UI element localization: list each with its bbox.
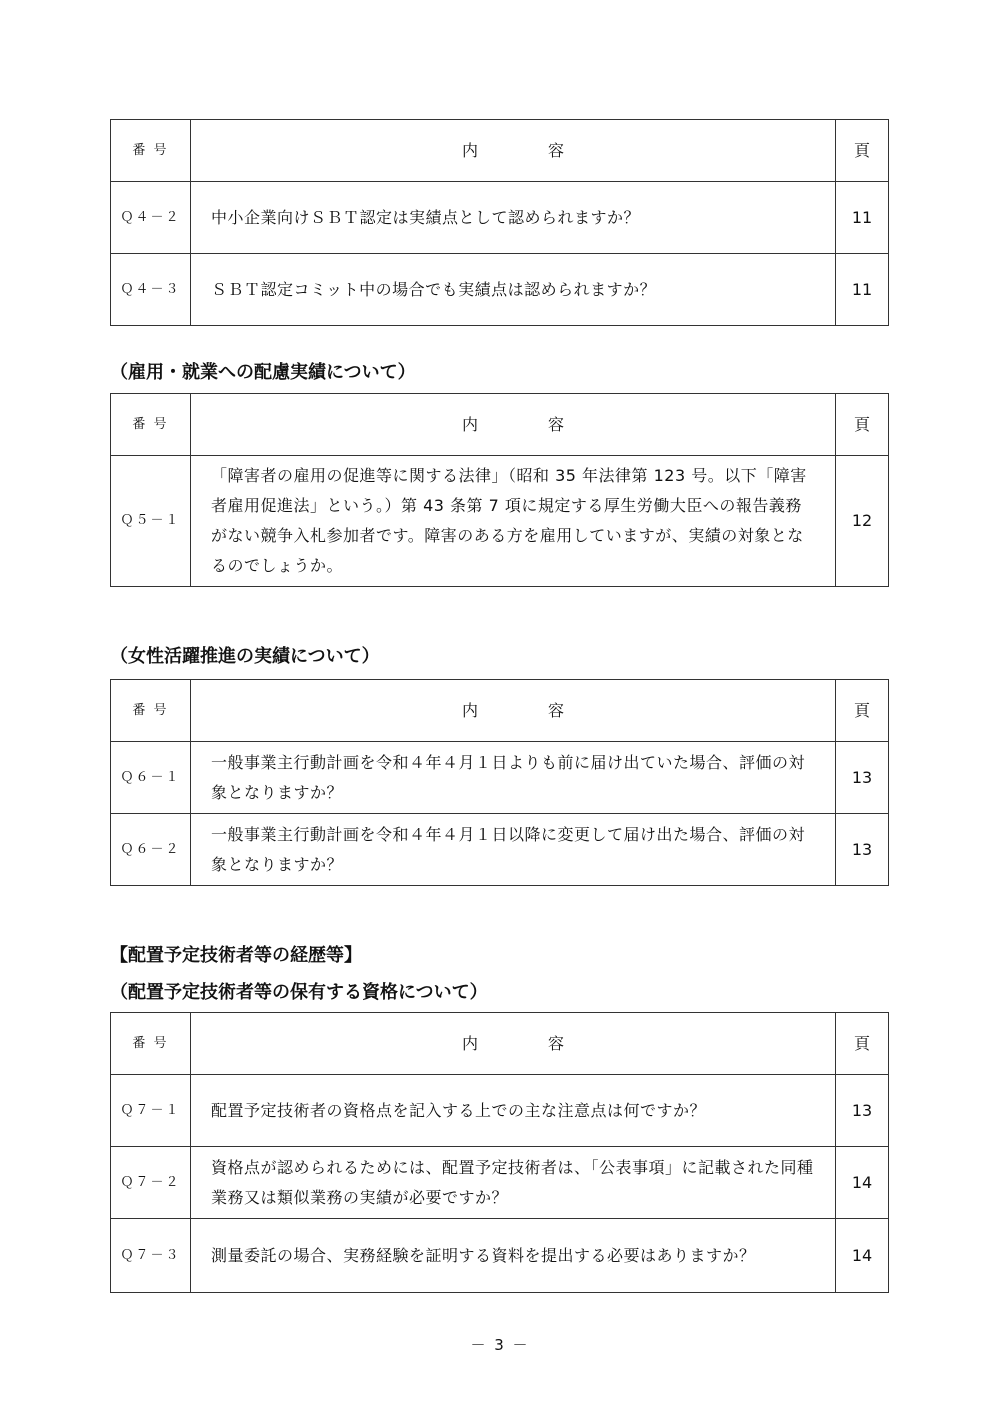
question-text: 「障害者の雇用の促進等に関する法律」（昭和 35 年法律第 123 号。以下「障害者雇用促進法」という。）第 43 条第 7 項に規定する厚生労働大臣への報告義務がない競争入札参加者です。障害のある方を雇用していますが、実績の対象となるのでしょうか。 [191,456,836,587]
header-content [191,1013,836,1075]
section-heading-career: 【配置予定技術者等の経歴等】 [110,945,362,966]
qa-table-qualifications [110,1012,889,1293]
question-number: Ｑ７－１ [111,1075,191,1147]
question-text: 配置予定技術者の資格点を記入する上での主な注意点は何ですか？ [191,1075,836,1147]
section-heading-employment: （雇用・就業への配慮実績について） [110,362,416,383]
table-row [111,1147,889,1219]
question-number: Ｑ６－２ [111,814,191,886]
page-ref: 11 [836,254,889,326]
header-content-right: 容 [548,1033,565,1053]
page-number: － 3 － [470,1336,530,1354]
qa-table-employment [110,393,889,587]
header-content-left: 内 [461,414,478,434]
question-number: Ｑ５－１ [111,456,191,587]
page-ref: 13 [836,742,889,814]
question-number: Ｑ７－３ [111,1219,191,1293]
page-ref: 13 [836,1075,889,1147]
question-text: ＳＢＴ認定コミット中の場合でも実績点は認められますか？ [191,254,836,326]
header-number: 番 号 [111,1013,191,1075]
table-header-row [111,1013,889,1075]
page-ref: 14 [836,1219,889,1293]
header-page: 頁 [836,120,889,182]
question-number: Ｑ４－３ [111,254,191,326]
page-ref: 13 [836,814,889,886]
qa-table-sbt [110,119,889,326]
table-row [111,254,889,326]
header-content [191,680,836,742]
header-number: 番 号 [111,680,191,742]
page-ref: 12 [836,456,889,587]
table-header-row [111,120,889,182]
header-content-right: 容 [548,414,565,434]
table-row [111,182,889,254]
table-row [111,814,889,886]
header-content-right: 容 [548,140,565,160]
header-number: 番 号 [111,120,191,182]
header-page: 頁 [836,1013,889,1075]
page-ref: 14 [836,1147,889,1219]
question-text: 中小企業向けＳＢＴ認定は実績点として認められますか？ [191,182,836,254]
header-number: 番 号 [111,394,191,456]
table-row [111,1219,889,1293]
header-content-left: 内 [461,700,478,720]
question-text: 資格点が認められるためには、配置予定技術者は、「公表事項」に記載された同種業務又は類似業務の実績が必要ですか？ [191,1147,836,1219]
header-page: 頁 [836,394,889,456]
question-number: Ｑ４－２ [111,182,191,254]
table-header-row [111,394,889,456]
question-number: Ｑ６－１ [111,742,191,814]
table-row [111,456,889,587]
header-content [191,394,836,456]
section-heading-qualifications: （配置予定技術者等の保有する資格について） [110,982,488,1003]
header-content [191,120,836,182]
table-row [111,742,889,814]
header-page: 頁 [836,680,889,742]
page-ref: 11 [836,182,889,254]
table-row [111,1075,889,1147]
question-text: 測量委託の場合、実務経験を証明する資料を提出する必要はありますか？ [191,1219,836,1293]
header-content-left: 内 [461,140,478,160]
header-content-left: 内 [461,1033,478,1053]
qa-table-women [110,679,889,886]
table-header-row [111,680,889,742]
question-text: 一般事業主行動計画を令和４年４月１日よりも前に届け出ていた場合、評価の対象となりますか？ [191,742,836,814]
header-content-right: 容 [548,700,565,720]
question-text: 一般事業主行動計画を令和４年４月１日以降に変更して届け出た場合、評価の対象となりますか？ [191,814,836,886]
section-heading-women: （女性活躍推進の実績について） [110,646,380,667]
question-number: Ｑ７－２ [111,1147,191,1219]
